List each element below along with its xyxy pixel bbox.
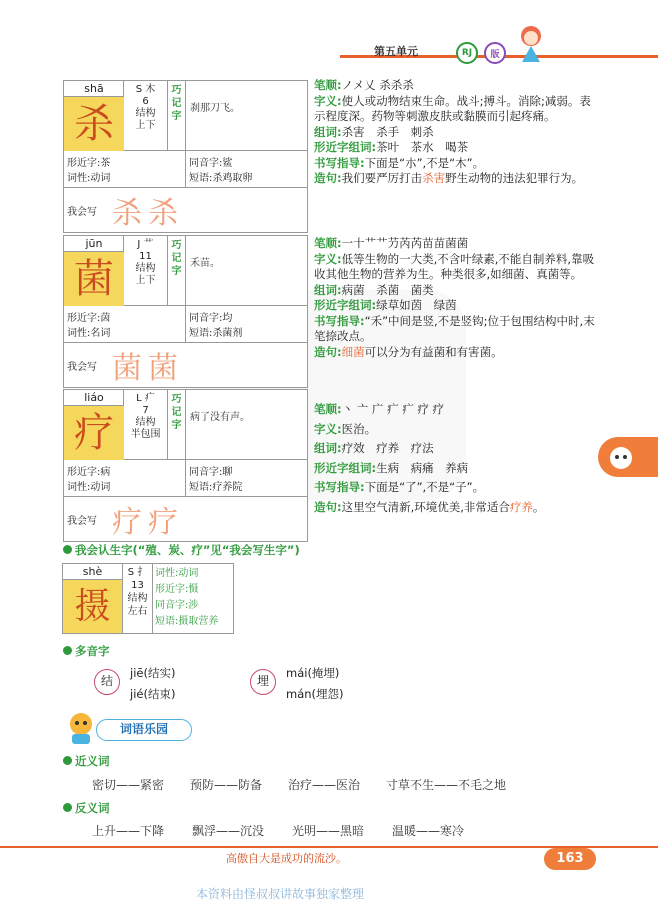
mnemonic: 刹那刀飞。 (190, 103, 240, 114)
antonym-pair: 上升——下降 (92, 824, 165, 838)
pinyin: liáo (64, 390, 124, 406)
rj-badge: RJ (456, 42, 478, 64)
ziyi: 医治。 (341, 421, 377, 436)
structure-value: 上下 (135, 120, 156, 131)
big-character: 菌 (64, 252, 124, 306)
zaoju-highlight: 杀害 (422, 171, 446, 185)
zuci: 疗效 疗养 疗法 (341, 441, 434, 455)
strokes: 11 (139, 251, 152, 262)
antonym-title: 反义词 (75, 801, 110, 815)
xingjin-zuci-label: 形近字组词: (314, 460, 377, 475)
zaoju-post: 。 (532, 499, 545, 514)
polyphone-title: 多音字 (75, 644, 110, 658)
pinyin: shè (63, 564, 123, 580)
ziyi-label: 字义: (314, 93, 342, 108)
structure-label: 结构 (135, 263, 156, 274)
xingjin-zuci: 茶叶 茶水 喝茶 (376, 140, 469, 154)
char-card-liao (63, 389, 308, 542)
mascot-icon (64, 710, 98, 746)
char-detail-jun (314, 236, 599, 360)
big-character: 摄 (63, 580, 123, 633)
ziyi: 低等生物的一大类,不含叶绿素,不能自制养料,靠吸收其他生物的营养为生。种类很多,如细菌、真菌等。 (314, 251, 595, 281)
strokes: 6 (142, 96, 149, 107)
xingjinzi: 形近字:病 (67, 467, 111, 478)
structure-value: 上下 (135, 275, 156, 286)
xingjinzi: 形近字:慑 (155, 584, 199, 595)
structure-value: 左右 (127, 606, 148, 617)
bullet-icon (63, 756, 72, 765)
xingjin-zuci-label: 形近字组词: (314, 140, 377, 154)
zaoju-post: 野生动物的违法犯罪行为。 (445, 171, 584, 185)
bishun-label: 笔顺: (314, 78, 342, 92)
zaoju-pre: 这里空气清新,环境优美,非常适合 (341, 499, 510, 514)
radical: S 扌 (127, 567, 148, 578)
shuxie: 下面是“了”,不是“子”。 (364, 480, 485, 494)
write-label: 我会写 (67, 515, 97, 527)
write-label: 我会写 (67, 361, 97, 373)
shuxie-label: 书写指导: (314, 313, 365, 328)
antonym-pair: 温暖——寒冷 (392, 824, 465, 838)
synonym-pair: 寸草不生——不毛之地 (386, 778, 507, 792)
strokes: 13 (131, 580, 144, 591)
header (0, 0, 658, 56)
char-card-jun (63, 235, 308, 388)
duanyu: 短语:杀菌剂 (189, 328, 243, 339)
duanyu: 短语:摄取营养 (155, 616, 219, 627)
bishun: 丶 亠 广 疒 疒 疗 疗 (341, 402, 445, 416)
synonym-pair: 预防——防备 (190, 778, 263, 792)
edition-badge: 版 (484, 42, 506, 64)
side-tab (598, 437, 658, 477)
synonym-pair: 治疗——医治 (288, 778, 361, 792)
bishun-label: 笔顺: (314, 402, 342, 416)
zaoju-label: 造句: (314, 344, 342, 359)
motto: 高傲自大是成功的流沙。 (226, 852, 347, 865)
duanyu: 短语:杀鸡取卵 (189, 173, 253, 184)
page-number: 163 (544, 848, 596, 870)
duanyu: 短语:疗养院 (189, 482, 243, 493)
qiao-ji-zi-label: 巧记字 (168, 236, 186, 305)
bullet-icon (63, 545, 72, 554)
tongyinzi: 同音字:均 (189, 313, 233, 324)
bishun-label: 笔顺: (314, 236, 342, 250)
radical: L 疒 (136, 393, 155, 404)
big-character: 杀 (64, 97, 124, 151)
cartoon-girl-icon (512, 22, 550, 62)
poly-reading-1a: jiē(结实) (130, 666, 176, 680)
cixing: 词性:动词 (67, 482, 111, 493)
poly-reading-2b: mán(埋怨) (286, 687, 344, 701)
zaoju-label: 造句: (314, 171, 342, 185)
shuxie-label: 书写指导: (314, 480, 365, 494)
poly-char-2: 埋 (250, 669, 276, 695)
synonym-title: 近义词 (75, 754, 110, 768)
recognize-title: 我会认生字(“殖、炭、疗”见“我会写生字”) (75, 543, 300, 557)
zuci-label: 组词: (314, 282, 342, 297)
write-label: 我会写 (67, 206, 97, 218)
char-card-sha (63, 80, 308, 233)
shuxie-label: 书写指导: (314, 155, 365, 170)
xingjin-zuci: 绿草如茵 绿茵 (376, 298, 457, 312)
xingjinzi: 形近字:茶 (67, 158, 111, 169)
antonym-row (92, 822, 464, 839)
ziyi: 使人或动物结束生命。战斗;搏斗。消除;减弱。表示程度深。药物等刺激皮肤或黏膜而引起疼痛。 (314, 93, 591, 123)
zuci: 杀害 杀手 刺杀 (341, 124, 434, 139)
structure-label: 结构 (135, 417, 156, 428)
char-detail-liao (314, 402, 599, 515)
pinyin: shā (64, 81, 124, 97)
antonym-pair: 飘浮——沉没 (192, 824, 265, 838)
zaoju-highlight: 疗养 (509, 499, 533, 514)
zaoju-highlight: 细菌 (341, 344, 365, 359)
mnemonic: 病了没有声。 (190, 412, 250, 423)
zaoju-pre: 我们要严厉打击 (341, 171, 423, 185)
big-character: 疗 (64, 406, 124, 460)
cixing: 词性:动词 (67, 173, 111, 184)
poly-reading-1b: jié(结束) (130, 687, 176, 701)
synonym-row (92, 776, 506, 793)
unit-label: 第五单元 (374, 45, 418, 58)
zaoju-label: 造句: (314, 499, 342, 514)
bullet-icon (63, 646, 72, 655)
pinyin: jūn (64, 236, 124, 252)
fox-icon (606, 442, 636, 472)
qiao-ji-zi-label: 巧记字 (168, 390, 186, 459)
poly-reading-2a: mái(掩埋) (286, 666, 340, 680)
structure-label: 结构 (135, 108, 156, 119)
trace-characters: 菌菌 (112, 351, 184, 386)
ziyi-label: 字义: (314, 421, 342, 436)
trace-characters: 疗疗 (112, 505, 184, 540)
recognize-heading (63, 542, 300, 558)
ziyi-label: 字义: (314, 251, 342, 266)
tongyinzi: 同音字:聊 (189, 467, 233, 478)
cixing: 词性:动词 (155, 568, 199, 579)
char-detail-sha (314, 78, 599, 187)
shuxie: “禾”中间是竖,不是竖钩;位于包围结构中时,末笔捺改点。 (314, 313, 595, 343)
recognize-card (62, 563, 234, 634)
tongyinzi: 同音字:鲨 (189, 158, 233, 169)
bishun: ノメ乂 杀杀杀 (341, 78, 414, 92)
radical: S 木 (135, 84, 156, 95)
words-garden-title: 词语乐园 (96, 719, 192, 741)
cixing: 词性:名词 (67, 328, 111, 339)
bullet-icon (63, 803, 72, 812)
polyphone-heading (63, 643, 110, 659)
trace-characters: 杀杀 (112, 196, 184, 231)
xingjin-zuci-label: 形近字组词: (314, 298, 377, 312)
synonym-pair: 密切——紧密 (92, 778, 165, 792)
structure-label: 结构 (127, 593, 148, 604)
zaoju-post: 可以分为有益菌和有害菌。 (364, 344, 503, 359)
xingjinzi: 形近字:茵 (67, 313, 111, 324)
bishun: 一十艹艹芀芮芮苗苗菌菌 (341, 236, 469, 250)
antonym-heading (63, 800, 110, 816)
radical: J 艹 (137, 239, 154, 250)
qiao-ji-zi-label: 巧记字 (168, 81, 186, 150)
credit-text: 本资料由怪叔叔讲故事独家整理 (196, 887, 365, 901)
shuxie: 下面是“朩”,不是“木”。 (364, 155, 485, 170)
structure-value: 半包围 (130, 429, 161, 440)
zuci-label: 组词: (314, 441, 342, 455)
mnemonic: 禾苗。 (190, 258, 220, 269)
poly-char-1: 结 (94, 669, 120, 695)
antonym-pair: 光明——黑暗 (292, 824, 365, 838)
zuci: 病菌 杀菌 菌类 (341, 282, 434, 297)
synonym-heading (63, 753, 110, 769)
tongyinzi: 同音字:涉 (155, 600, 199, 611)
zuci-label: 组词: (314, 124, 342, 139)
xingjin-zuci: 生病 病痛 养病 (376, 460, 469, 475)
strokes: 7 (142, 405, 149, 416)
